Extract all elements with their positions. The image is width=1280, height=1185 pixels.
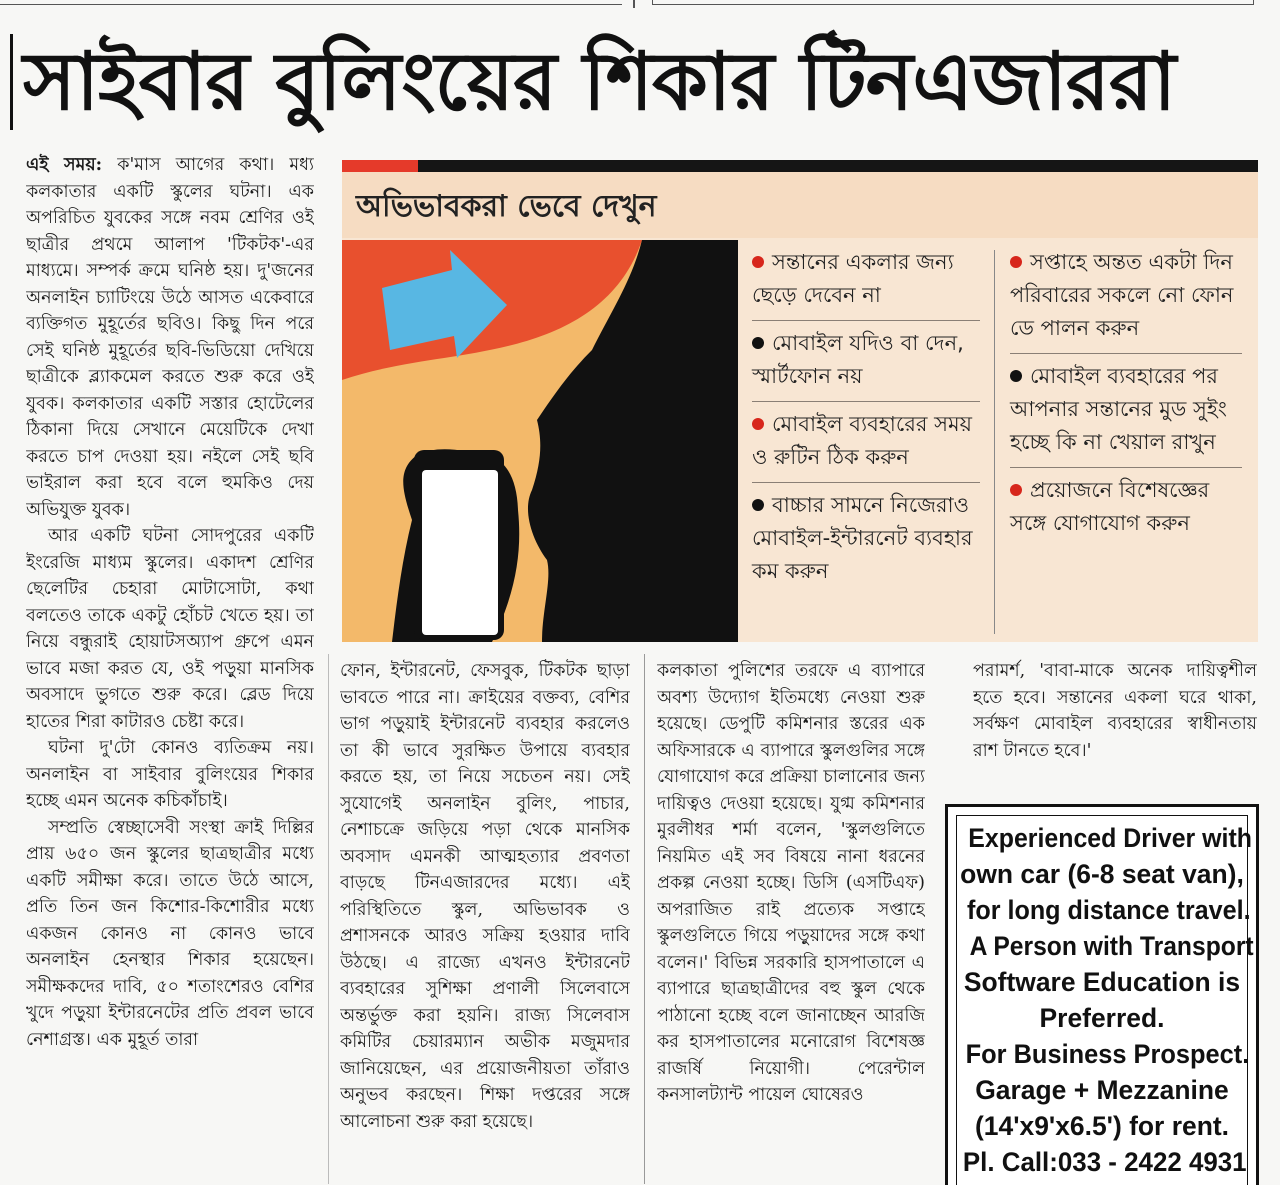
top-rule-left	[0, 0, 622, 5]
box-top-accent	[342, 160, 418, 172]
headline-bar	[10, 34, 13, 130]
ad-line: Garage + Mezzanine	[975, 1075, 1229, 1105]
tip-text: মোবাইল ব্যবহারের সময় ও রুটিন ঠিক করুন	[752, 412, 973, 469]
ad-line: Experienced Driver with	[968, 823, 1252, 853]
bullet-icon	[752, 418, 764, 430]
tip-text: মোবাইল যদিও বা দেন, স্মার্টফোন নয়	[752, 331, 964, 388]
box-title: অভিভাবকরা ভেবে দেখুন	[356, 189, 657, 224]
top-separator	[633, 0, 635, 8]
article-column-4	[973, 658, 1257, 788]
ad-text	[956, 815, 1254, 1185]
ad-line: For Business Prospect.	[965, 1039, 1250, 1069]
bullet-icon	[752, 499, 764, 511]
tip-text: সপ্তাহে অন্তত একটা দিন পরিবারের সকলে নো ফোন ডে পালন করুন	[1010, 250, 1234, 340]
paragraph: এই সময়: ক'মাস আগের কথা। মধ্য কলকাতার একটি স্কুলের ঘটনা। এক অপরিচিত যুবকের সঙ্গে নবম শ্রেণির ওই ছাত্রীর প্রথমে আলাপ 'টিকটক'-এর মাধ্যমে। সম্পর্ক ক্রমে ঘনিষ্ঠ হয়। দু'জনের অনলাইন চ্যাটিংয়ে উঠে আসত একেবারে ব্যক্তিগত মুহূর্তের ছবিও। কিছু দিন পরে সেই ঘনিষ্ঠ মুহূর্তের ছবি-ভিডিয়ো দেখিয়ে ছাত্রীকে ব্ল্যাকমেল করতে শুরু করে ওই যুবক। কলকাতার একটি সস্তার হোটেলের ঠিকানা দিয়ে সেখানে মেয়েটিকে দেখা করতে চাপ দেওয়া হয়। নইলে সেই ছবি ভাইরাল করা হবে বলে হুমকিও দেয় অভিযুক্ত যুবক।	[26, 155, 314, 520]
tip-text: বাচ্চার সামনে নিজেরাও মোবাইল-ইন্টারনেট ব্যবহার কম করুন	[752, 493, 973, 583]
silhouette-phone-illustration	[342, 240, 738, 642]
tip-item	[752, 402, 980, 483]
top-rule-right	[652, 0, 1254, 5]
paragraph: আর একটি ঘটনা সোদপুরের একটি ইংরেজি মাধ্যম স্কুলের। একাদশ শ্রেণির ছেলেটির চেহারা মোটাসোটা, কথা বলতেও তাকে একটু হোঁচট খেতে হয়। তা নিয়ে বন্ধুরাই হোয়াটসঅ্যাপ গ্রুপে এমন ভাবে মজা করত যে, ওই পড়ুয়া মানসিক অবসাদে ভুগতে শুরু করে। ব্লেড দিয়ে হাতের শিরা কাটারও চেষ্টা করে।	[26, 526, 314, 732]
tip-item	[1010, 468, 1242, 548]
tip-item	[752, 240, 980, 321]
headline-text: সাইবার বুলিংয়ের শিকার টিনএজাররা	[23, 35, 1176, 128]
ad-line: A Person with Transport	[969, 931, 1254, 961]
article-column-1	[26, 152, 314, 1182]
ad-line: (14'x9'x6.5') for rent.	[974, 1111, 1230, 1141]
bullet-icon	[1010, 484, 1022, 496]
ad-line: Pl. Call:033 - 2422 4931	[962, 1147, 1247, 1177]
ad-line: Preferred.	[1039, 1003, 1165, 1033]
headline	[10, 26, 1272, 138]
paragraph: ফোন, ইন্টারনেট, ফেসবুক, টিকটক ছাড়া ভাবতে পারে না। ক্রাইয়ের বক্তব্য, বেশির ভাগ পড়ুয়াই ইন্টারনেট ব্যবহার করলেও তা কী ভাবে সুরক্ষিত উপায়ে ব্যবহার করতে হয়, তা নিয়ে সচেতন নয়। সেই সুযোগেই অনলাইন বুলিং, পাচার, নেশাচক্রে জড়িয়ে পড়া থেকে মানসিক অবসাদ এমনকী আত্মহত্যার প্রবণতা বাড়ছে টিনএজারদের মধ্যে। এই পরিস্থিতিতে স্কুল, অভিভাবক ও প্রশাসনকে আরও সক্রিয় হওয়ার দাবি উঠছে। এ রাজ্যে এখনও ইন্টারনেট ব্যবহারের সুশিক্ষা প্রণালী সিলেবাসে অন্তর্ভুক্ত করা হয়নি। রাজ্য সিলেবাস কমিটির চেয়ারম্যান অভীক মজুমদার জানিয়েছেন, এর প্রয়োজনীয়তা তাঁরাও অনুভব করছেন। শিক্ষা দপ্তরের সঙ্গে আলোচনা শুরু করা হয়েছে।	[340, 661, 630, 1132]
tip-text: সন্তানের একলার জন্য ছেড়ে দেবেন না	[752, 250, 954, 307]
tip-text: প্রয়োজনে বিশেষজ্ঞের সঙ্গে যোগাযোগ করুন	[1010, 478, 1210, 535]
tip-item	[752, 483, 980, 596]
paragraph: ঘটনা দু'টো কোনও ব্যতিক্রম নয়। অনলাইন বা সাইবার বুলিংয়ের শিকার হচ্ছে এমন অনেক কচিকাঁচাই।	[26, 738, 314, 811]
tips-divider	[994, 250, 995, 634]
classified-ad	[945, 804, 1259, 1185]
ad-line: Software Education is	[963, 967, 1241, 997]
article-column-3	[657, 658, 925, 1178]
ad-line: own car (6-8 seat van),	[960, 859, 1244, 889]
bullet-icon	[752, 337, 764, 349]
article-column-2	[340, 658, 630, 1178]
tip-text: মোবাইল ব্যবহারের পর আপনার সন্তানের মুড সুইং হচ্ছে কি না খেয়াল রাখুন	[1010, 364, 1227, 454]
bullet-icon	[752, 256, 764, 268]
paragraph: কলকাতা পুলিশের তরফে এ ব্যাপারে অবশ্য উদ্যোগ ইতিমধ্যে নেওয়া শুরু হয়েছে। ডেপুটি কমিশনার স্তরের এক অফিসারকে এ ব্যাপারে স্কুলগুলির সঙ্গে যোগাযোগ করে প্রক্রিয়া চালানোর জন্য দায়িত্বও দেওয়া হয়েছে। যুগ্ম কমিশনার মুরলীধর শর্মা বলেন, 'স্কুলগুলিতে নিয়মিত এই সব বিষয়ে নানা ধরনের প্রকল্প নেওয়া হচ্ছে। ডিসি (এসটিএফ) অপরাজিত রাই প্রত্যেক সপ্তাহে স্কুলগুলিতে গিয়ে পড়ুয়াদের সঙ্গে কথা বলেন।' বিভিন্ন সরকারি হাসপাতালে এ ব্যাপারে ছাত্রছাত্রীদের বহু স্কুল থেকে পাঠানো হচ্ছে বলে জানাচ্ছেন আরজি কর হাসপাতালের মনোরোগ বিশেষজ্ঞ রাজর্ষি নিয়োগী। পেরেন্টাল কনসালট্যান্ট পায়েল ঘোষেরও	[657, 661, 925, 1105]
box-top-bar	[342, 160, 1258, 172]
tip-item	[1010, 240, 1242, 354]
paragraph: পরামর্শ, 'বাবা-মাকে অনেক দায়িত্বশীল হতে হবে। সন্তানের একলা ঘরে থাকা, সর্বক্ষণ মোবাইল ব্যবহারের স্বাধীনতায় রাশ টানতে হবে।'	[973, 661, 1257, 761]
tips-column-left	[752, 240, 980, 642]
parent-tips-box	[342, 160, 1258, 642]
tip-item	[752, 321, 980, 402]
tips-column-right	[1010, 240, 1242, 642]
column-divider	[328, 654, 329, 1184]
paragraph: সম্প্রতি স্বেচ্ছাসেবী সংস্থা ক্রাই দিল্লির প্রায় ৬৫০ জন স্কুলের ছাত্রছাত্রীর মধ্যে একটি সমীক্ষা করে। তাতে উঠে আসে, প্রতি তিন জন কিশোর-কিশোরীর মধ্যে একজন কোনও না কোনও ভাবে অনলাইন হেনস্থার শিকার হয়েছেন। সমীক্ষকদের দাবি, ৫০ শতাংশেরও বেশির খুদে পড়ুয়া ইন্টারনেটের প্রতি প্রবল ভাবে নেশাগ্রস্ত। এক মুহূর্ত তারা	[26, 817, 314, 1050]
column-divider	[644, 654, 645, 1184]
bullet-icon	[1010, 256, 1022, 268]
ad-line: for long distance travel.	[966, 895, 1251, 925]
bullet-icon	[1010, 370, 1022, 382]
dateline: এই সময়:	[26, 155, 103, 175]
tip-item	[1010, 354, 1242, 468]
